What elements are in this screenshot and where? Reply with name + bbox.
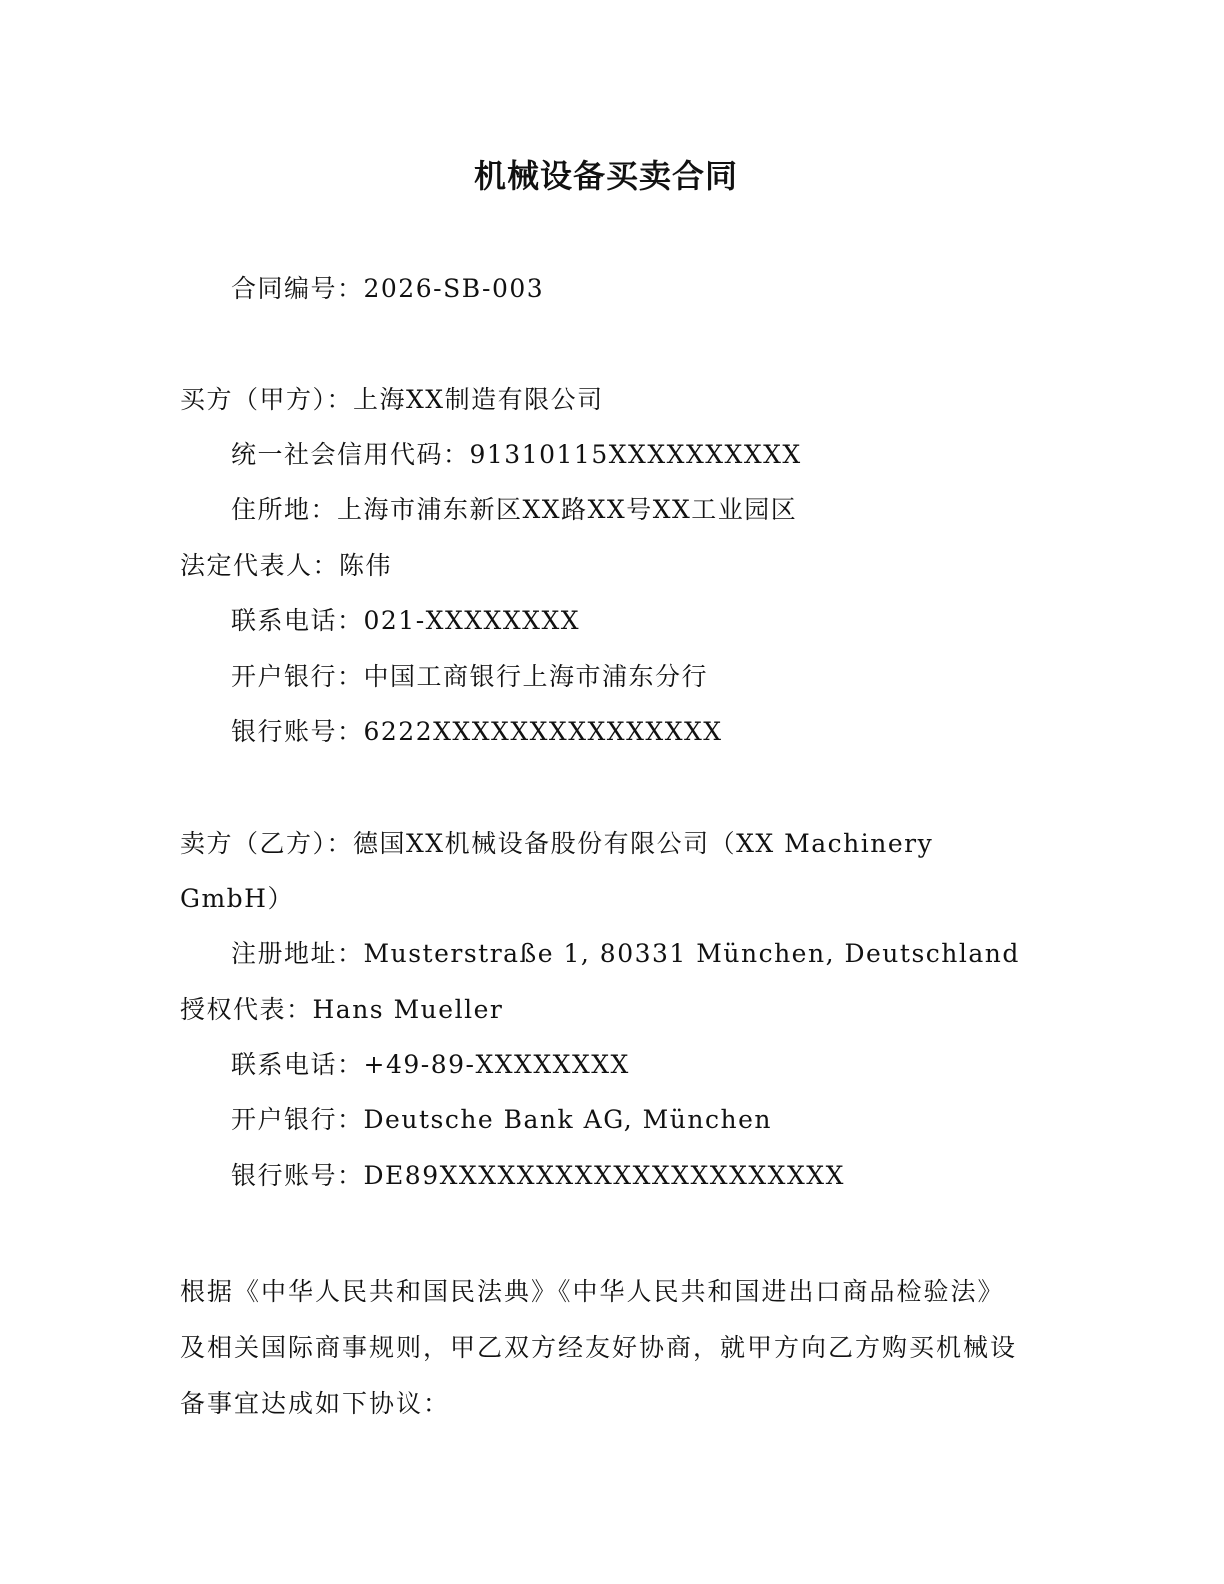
- document-title: 机械设备买卖合同: [473, 157, 738, 195]
- buyer-bank: 开户银行：中国工商银行上海市浦东分行: [231, 662, 709, 691]
- seller-phone: 联系电话：+49-89-XXXXXXXX: [231, 1050, 630, 1079]
- contract-number: 合同编号：2026-SB-003: [231, 274, 545, 303]
- preamble-paragraph: 根据《中华人民共和国民法典》《中华人民共和国进出口商品检验法》及相关国际商事规则，甲乙双方经友好协商，就甲方向乙方购买机械设备事宜达成如下协议：: [180, 1277, 1018, 1418]
- buyer-address: 住所地：上海市浦东新区XX路XX号XX工业园区: [231, 495, 798, 524]
- buyer-credit-code: 统一社会信用代码：91310115XXXXXXXXXX: [231, 440, 802, 469]
- seller-heading: 卖方（乙方）：德国XX机械设备股份有限公司（XX Machinery: [180, 829, 934, 858]
- seller-bank: 开户银行：Deutsche Bank AG, München: [231, 1105, 772, 1134]
- buyer-phone: 联系电话：021-XXXXXXXX: [231, 606, 581, 635]
- seller-address: 注册地址：Musterstraße 1, 80331 München, Deutschland: [231, 939, 1020, 968]
- seller-bank-account: 银行账号：DE89XXXXXXXXXXXXXXXXXXXXX: [231, 1161, 845, 1190]
- buyer-bank-account: 银行账号：6222XXXXXXXXXXXXXXX: [231, 717, 723, 746]
- seller-heading-continued: GmbH）: [180, 884, 294, 913]
- buyer-heading: 买方（甲方）：上海XX制造有限公司: [180, 385, 604, 414]
- seller-authorized-representative: 授权代表：Hans Mueller: [180, 995, 504, 1024]
- buyer-legal-representative: 法定代表人：陈伟: [180, 551, 393, 580]
